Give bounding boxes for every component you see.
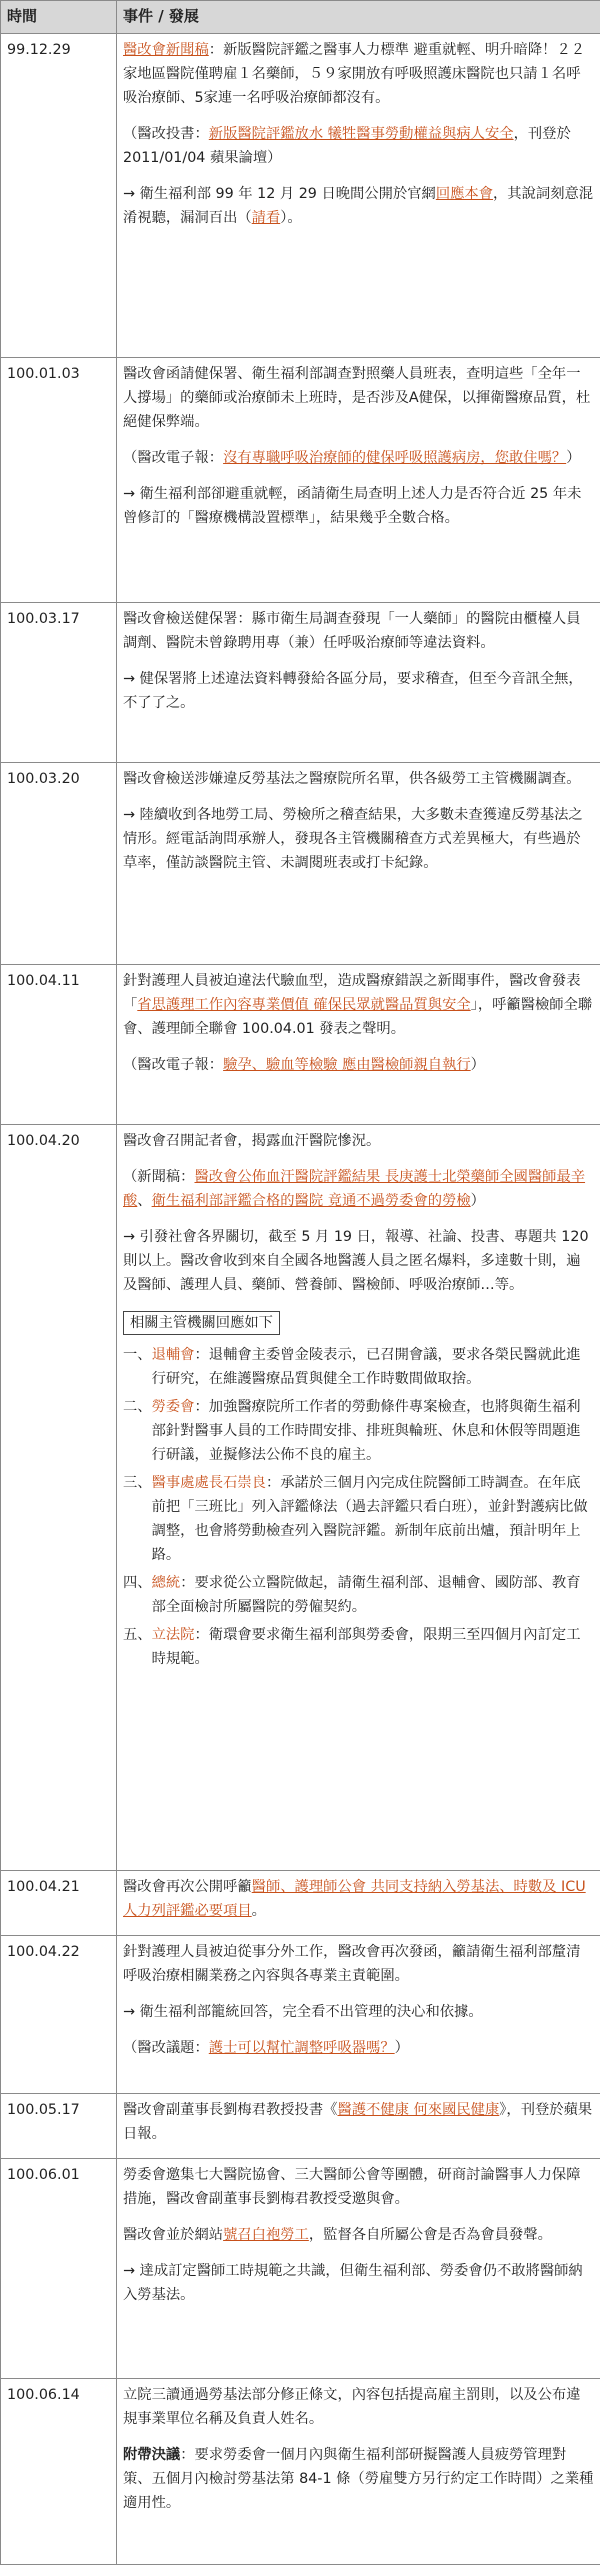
press-release-link[interactable]: 衛生福利部評鑑合格的醫院 竟通不過勞委會的勞檢 [152, 1193, 471, 1209]
event-text: （醫改投書： [123, 126, 209, 142]
event-text: 醫改會副董事長劉梅君教授投書《 [123, 2102, 337, 2118]
table-row [1, 1125, 600, 1871]
event-text: ） [471, 1057, 485, 1073]
agency-label: 勞委會 [152, 1399, 195, 1415]
agency-label: 總統 [152, 1575, 181, 1591]
row-event [117, 2159, 600, 2379]
article-link[interactable]: 新版醫院評鑑放水 犧牲醫事勞動權益與病人安全 [209, 126, 514, 142]
event-text: 醫改會並於網站 [123, 2227, 223, 2243]
event-paragraph [123, 2443, 594, 2515]
item-number: 二、 [123, 1395, 152, 1467]
row-date: 100.03.17 [1, 603, 117, 763]
event-paragraph: 立院三讀通過勞基法部分修正條文，內容包括提高雇主罰則，以及公布違規事業單位名稱及負責人姓名。 [123, 2383, 594, 2431]
event-paragraph: 針對護理人員被迫從事分外工作，醫改會再次發函，籲請衛生福利部釐清呼吸治療相關業務之內容與各專業主責範圍。 [123, 1940, 594, 1988]
header-event: 事件 / 發展 [117, 1, 600, 34]
agency-label: 醫事處處長石崇良 [152, 1475, 266, 1491]
agency-label: 退輔會 [152, 1347, 195, 1363]
row-date: 100.06.14 [1, 2379, 117, 2565]
row-date: 100.04.21 [1, 1871, 117, 1936]
event-paragraph [123, 2098, 594, 2146]
row-date: 100.01.03 [1, 358, 117, 603]
event-text: ，刊登於 2011/01/04 蘋果論壇） [123, 126, 571, 166]
item-number: 三、 [123, 1471, 152, 1567]
item-text: ：要求從公立醫院做起，請衛生福利部、退輔會、國防部、教育部全面檢討所屬醫院的勞僱契約。 [152, 1575, 581, 1615]
event-text: ）。 [280, 210, 301, 226]
table-row [1, 965, 600, 1125]
item-text: ：加強醫療院所工作者的勞動條件專案檢查，也將與衛生福利部針對醫事人員的工作時間安排、排班與輪班、休息和休假等問題進行研議，並擬修法公佈不良的雇主。 [152, 1399, 581, 1463]
press-release-link[interactable]: 醫改會新聞稿 [123, 42, 209, 58]
row-date: 99.12.29 [1, 34, 117, 358]
see-more-link[interactable]: 請看 [252, 210, 281, 226]
table-row [1, 763, 600, 965]
event-text: ） [471, 1193, 485, 1209]
event-paragraph [123, 38, 594, 110]
row-date: 100.06.01 [1, 2159, 117, 2379]
row-date: 100.05.17 [1, 2094, 117, 2159]
list-item [123, 1623, 594, 1671]
row-event [117, 358, 600, 603]
newsletter-link[interactable]: 沒有專職呼吸治療師的健保呼吸照護病房，您敢住嗎？ [223, 450, 566, 466]
event-text: 。 [252, 1903, 266, 1919]
row-event [117, 1125, 600, 1871]
event-paragraph: → 引發社會各界關切，截至 5 月 19 日，報導、社論、投書、專題共 120 則以上。醫改會收到來自全國各地醫護人員之匿名爆料，多達數十則，遍及醫師、護理人員、藥師、營養師、醫檢師、呼吸治療師…等。 [123, 1225, 594, 1297]
table-row [1, 2094, 600, 2159]
event-paragraph: → 達成訂定醫師工時規範之共識，但衛生福利部、勞委會仍不敢將醫師納入勞基法。 [123, 2259, 594, 2307]
row-event [117, 2379, 600, 2565]
event-text: 》，刊登於蘋果日報。 [123, 2102, 592, 2142]
event-text: （醫改議題： [123, 2040, 209, 2056]
item-text: ：衛環會要求衛生福利部與勞委會，限期三至四個月內訂定工時規範。 [152, 1627, 581, 1667]
event-text: ：要求勞委會一個月內與衛生福利部研擬醫護人員疲勞管理對策、五個月內檢討勞基法第 84-1 條（勞雇雙方另行約定工作時間）之業種適用性。 [123, 2447, 593, 2511]
table-row [1, 34, 600, 358]
table-row [1, 358, 600, 603]
row-event [117, 1936, 600, 2094]
list-item [123, 1343, 594, 1391]
event-paragraph: 醫改會檢送涉嫌違反勞基法之醫療院所名單，供各級勞工主管機關調查。 [123, 767, 594, 791]
item-text: ：承諾於三個月內完成住院醫師工時調查。在年底前把「三班比」列入評鑑條法（過去評鑑只看白班），並針對護病比做調整，也會將勞動檢查列入醫院評鑑。新制年底前出爐，預計明年上路。 [152, 1475, 588, 1563]
agency-label: 立法院 [152, 1627, 195, 1643]
event-text: （新聞稿： [123, 1169, 194, 1185]
event-text: 、 [137, 1193, 151, 1209]
resolution-label: 附帶決議 [123, 2447, 180, 2463]
event-text: → 衛生福利部 99 年 12 月 29 日晚間公開於官網 [123, 186, 436, 202]
item-number: 一、 [123, 1343, 152, 1391]
event-text: ） [566, 450, 580, 466]
row-date: 100.04.11 [1, 965, 117, 1125]
event-text: （醫改電子報： [123, 1057, 223, 1073]
table-row [1, 1871, 600, 1936]
item-number: 四、 [123, 1571, 152, 1619]
table-row [1, 1936, 600, 2094]
event-paragraph: → 衛生福利部卻避重就輕，函請衛生局查明上述人力是否符合近 25 年未曾修訂的「醫療機構設置標準」，結果幾乎全數合格。 [123, 482, 594, 530]
appeal-link[interactable]: 醫師、護理師公會 共同支持納入勞基法、時數及 ICU 人力列評鑑必要項目 [123, 1879, 586, 1919]
list-item [123, 1571, 594, 1619]
event-text: （醫改電子報： [123, 450, 223, 466]
call-to-action-link[interactable]: 號召白袍勞工 [223, 2227, 309, 2243]
event-text: ，其說詞刻意混淆視聽，漏洞百出（ [123, 186, 593, 226]
row-event [117, 34, 600, 358]
event-paragraph: → 衛生福利部籠統回答，完全看不出管理的決心和依據。 [123, 2000, 594, 2024]
row-event [117, 2094, 600, 2159]
event-paragraph [123, 969, 594, 1041]
event-text: ，監督各自所屬公會是否為會員發聲。 [309, 2227, 552, 2243]
event-paragraph: 醫改會召開記者會，揭露血汗醫院慘況。 [123, 1129, 594, 1153]
event-paragraph [123, 2223, 594, 2247]
event-paragraph [123, 1875, 594, 1923]
event-paragraph: → 陸續收到各地勞工局、勞檢所之稽查結果，大多數未查獲違反勞基法之情形。經電話詢問承辦人，發現各主管機關稽查方式差異極大，有些過於草率，僅訪談醫院主管、未調閱班表或打卡紀錄。 [123, 803, 594, 875]
press-release-link[interactable]: 醫改會公佈血汗醫院評鑑結果 長庚護士北榮藥師全國醫師最辛酸 [123, 1169, 585, 1209]
event-paragraph: 醫改會函請健保署、衛生福利部調查對照藥人員班表，查明這些「全年一人撐場」的藥師或治療師未上班時，是否涉及A健保，以揮衛醫療品質，杜絕健保弊端。 [123, 362, 594, 434]
op-ed-link[interactable]: 醫護不健康 何來國民健康 [337, 2102, 499, 2118]
event-paragraph [123, 446, 594, 470]
item-text: ：退輔會主委曾金陵表示，已召開會議，要求各榮民醫就此進行研究，在維護醫療品質與健全工作時數間做取捨。 [152, 1347, 581, 1387]
list-item [123, 1395, 594, 1467]
response-link[interactable]: 回應本會 [436, 186, 493, 202]
event-text: ：新版醫院評鑑之醫事人力標準 避重就輕、明升暗降！２２家地區醫院僅聘雇１名藥師，５９家開放有呼吸照護床醫院也只請１名呼吸治療師、5家連一名呼吸治療師都沒有。 [123, 42, 585, 106]
row-event [117, 965, 600, 1125]
event-paragraph [123, 122, 594, 170]
newsletter-link[interactable]: 驗孕、驗血等檢驗 應由醫檢師親自執行 [223, 1057, 471, 1073]
event-text: ） [395, 2040, 409, 2056]
event-text: 」，呼籲醫檢師全聯會、護理師全聯會 100.04.01 發表之聲明。 [123, 997, 592, 1037]
event-paragraph [123, 182, 594, 230]
row-date: 100.04.22 [1, 1936, 117, 2094]
responses-box-label: 相關主管機關回應如下 [123, 1311, 280, 1335]
item-number: 五、 [123, 1623, 152, 1671]
row-date: 100.03.20 [1, 763, 117, 965]
event-paragraph [123, 2036, 594, 2060]
table-row [1, 2159, 600, 2379]
table-row [1, 603, 600, 763]
event-paragraph [123, 1165, 594, 1213]
event-text: 醫改會再次公開呼籲 [123, 1879, 252, 1895]
event-text: 針對護理人員被迫違法代驗血型，造成醫療錯誤之新聞事件，醫改會發表「 [123, 973, 581, 1013]
row-date: 100.04.20 [1, 1125, 117, 1871]
header-row [1, 1, 600, 34]
list-item [123, 1471, 594, 1567]
statement-link[interactable]: 省思護理工作內容專業價值 確保民眾就醫品質與安全 [137, 997, 470, 1013]
event-paragraph: → 健保署將上述違法資料轉發給各區分局，要求稽查，但至今音訊全無，不了了之。 [123, 667, 594, 715]
issue-link[interactable]: 護士可以幫忙調整呼吸器嗎？ [209, 2040, 395, 2056]
row-event [117, 603, 600, 763]
row-event [117, 763, 600, 965]
header-date: 時間 [1, 1, 117, 34]
event-paragraph: 勞委會邀集七大醫院協會、三大醫師公會等團體，研商討論醫事人力保障措施，醫改會副董事長劉梅君教授受邀與會。 [123, 2163, 594, 2211]
event-paragraph: 醫改會檢送健保署：縣市衛生局調查發現「一人藥師」的醫院由櫃檯人員調劑、醫院未曾錄聘用專（兼）任呼吸治療師等違法資料。 [123, 607, 594, 655]
event-paragraph [123, 1053, 594, 1077]
table-row [1, 2379, 600, 2565]
row-event [117, 1871, 600, 1936]
